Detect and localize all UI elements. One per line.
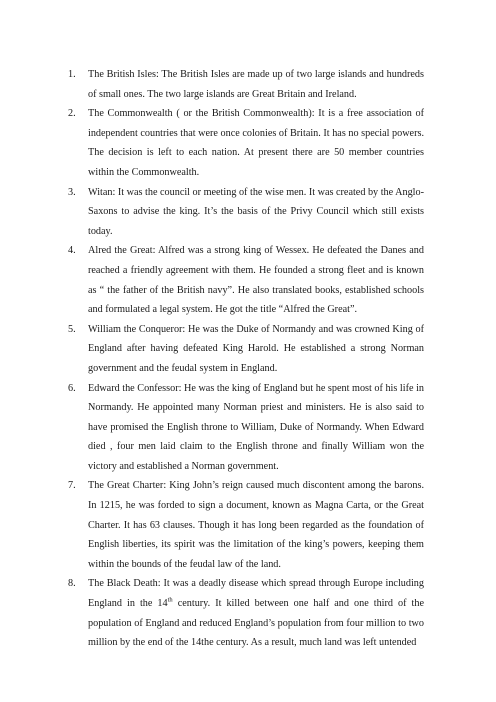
- list-item: [68, 320, 424, 379]
- item-number: 3.: [68, 186, 76, 198]
- item-number: 4.: [68, 245, 76, 257]
- item-number: 5.: [68, 323, 76, 335]
- item-text: The British Isles: The British Isles are made up of two large islands and hundreds of small ones. The two large islands are Great Britain and Ireland.: [88, 69, 424, 100]
- list-item: [68, 476, 424, 574]
- item-number: 1.: [68, 69, 76, 80]
- item-text: Alred the Great: Alfred was a strong king of Wessex. He defeated the Danes and reached a friendly agreement with them. He founded a strong fleet and is known as “ the father of the British navy”. He also translated books, established schools and formulated a legal system. He got the title “Alfred the Great”.: [88, 245, 424, 316]
- list-item: [68, 379, 424, 477]
- item-text: The Great Charter: King John’s reign caused much discontent among the barons. In 1215, he was forded to sign a document, known as Magna Carta, or the Great Charter. It has 63 clauses. Though it has long been regarded as the foundation of English liberties, its spirit was the limitation of the king’s powers, keeping them within the bounds of the feudal law of the land.: [88, 480, 424, 570]
- list-item: [68, 104, 424, 182]
- superscript-th: th: [167, 596, 173, 604]
- item-number: 7.: [68, 480, 76, 492]
- numbered-list: [68, 65, 424, 653]
- list-item: [68, 574, 424, 652]
- item-text: Edward the Confessor: He was the king of England but he spent most of his life in Normandy. He appointed many Norman priest and ministers. He is also said to have promised the English throne to William, Duke of Normandy. When Edward died , four men laid claim to the English throne and finally William won the victory and established a Norman government.: [88, 382, 424, 472]
- item-number: 8.: [68, 578, 76, 590]
- item-text: The Commonwealth ( or the British Commonwealth): It is a free association of independent countries that were once colonies of Britain. It has no special powers. The decision is left to each nation. At present there are 50 member countries within the Commonwealth.: [88, 108, 424, 178]
- list-item: [68, 241, 424, 319]
- list-item: [68, 183, 424, 242]
- item-number: 6.: [68, 382, 76, 394]
- list-item: [68, 65, 424, 104]
- item-text-after: century. It killed between one half and one third of the population of England and reduced England’s population from four million to two million by the end of the 14the century. As a result, much land was left untended: [88, 598, 425, 649]
- item-text-before: The Black Death: It was a deadly disease which spread through Europe including England in the 14: [88, 578, 424, 610]
- item-text: Witan: It was the council or meeting of the wise men. It was created by the Anglo-Saxons to advise the king. It’s the basis of the Privy Council which still exists today.: [88, 186, 424, 237]
- item-number: 2.: [68, 108, 76, 120]
- item-text: William the Conqueror: He was the Duke of Normandy and was crowned King of England after having defeated King Harold. He established a strong Norman government and the feudal system in England.: [88, 323, 424, 374]
